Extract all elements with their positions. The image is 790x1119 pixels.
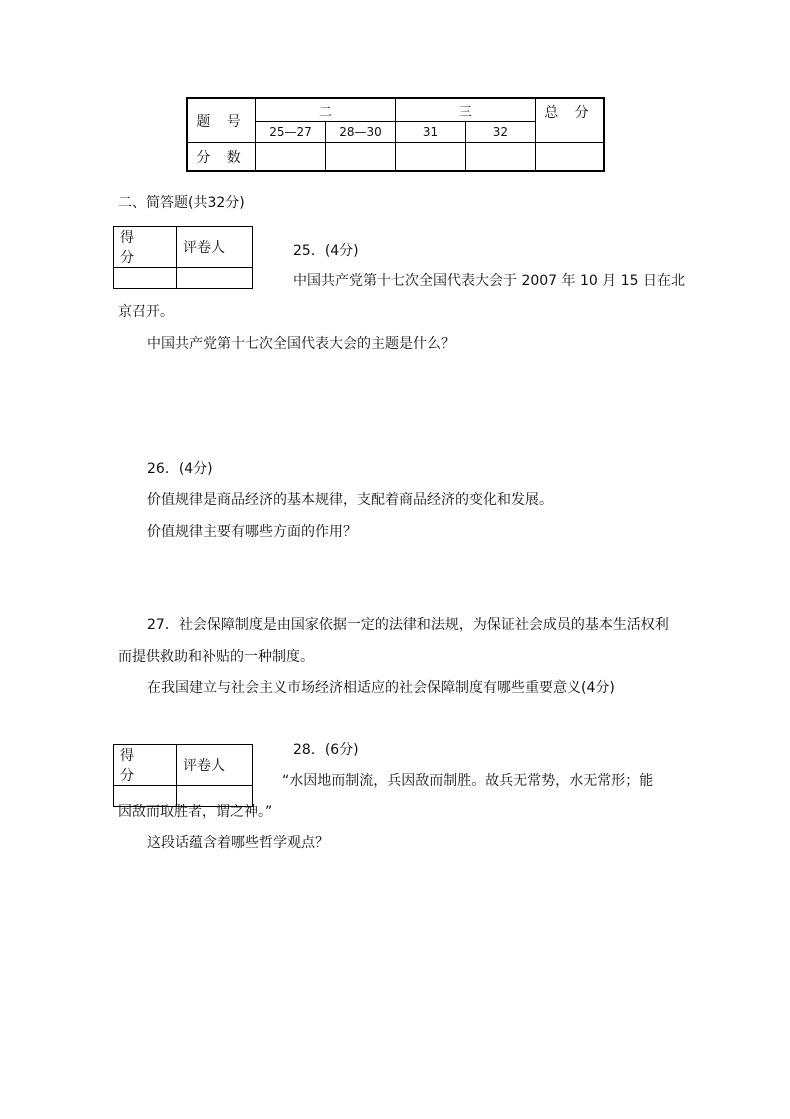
grader-box-2: [113, 744, 253, 807]
section-heading: 二、简答题(共32分): [118, 195, 245, 211]
total-score-header: 总 分: [535, 98, 604, 143]
question-number-label: 题 号: [187, 98, 256, 143]
q26-number: 26．(4分): [147, 461, 213, 477]
grader-name-label: 评卷人: [177, 227, 253, 268]
grader-box-1: [113, 226, 253, 289]
score-cell-total[interactable]: [535, 143, 604, 172]
q26-text-line1: 价值规律是商品经济的基本规律，支配着商品经济的变化和发展。: [147, 492, 553, 508]
grader-score-label: 得 分: [114, 227, 177, 268]
grader-score-cell[interactable]: [114, 268, 177, 289]
score-table: [186, 97, 605, 172]
subcol-31: 31: [395, 122, 465, 143]
q25-text-line2: 京召开。: [118, 304, 174, 320]
grader-name-cell[interactable]: [177, 268, 253, 289]
subcol-25-27: 25—27: [256, 122, 326, 143]
q27-text-line1: 27．社会保障制度是由国家依据一定的法律和法规，为保证社会成员的基本生活权利: [147, 617, 669, 633]
score-cell-25-27[interactable]: [256, 143, 326, 172]
grader-score-label: 得 分: [114, 745, 177, 786]
score-label: 分 数: [187, 143, 256, 172]
q25-number: 25．(4分): [293, 243, 359, 259]
q25-text-line1: 中国共产党第十七次全国代表大会于 2007 年 10 月 15 日在北: [293, 273, 685, 289]
subcol-32: 32: [465, 122, 535, 143]
q28-text-line2: 因敌而取胜者，谓之神。”: [118, 804, 273, 820]
q25-question: 中国共产党第十七次全国代表大会的主题是什么？: [147, 336, 455, 352]
q27-text-line2: 而提供救助和补贴的一种制度。: [118, 649, 314, 665]
section-two-header: 二: [256, 98, 396, 122]
grader-name-label: 评卷人: [177, 745, 253, 786]
score-cell-32[interactable]: [465, 143, 535, 172]
q28-question: 这段话蕴含着哪些哲学观点？: [147, 835, 329, 851]
score-cell-28-30[interactable]: [326, 143, 396, 172]
q26-question: 价值规律主要有哪些方面的作用？: [147, 524, 357, 540]
q27-question: 在我国建立与社会主义市场经济相适应的社会保障制度有哪些重要意义(4分): [147, 680, 615, 696]
q28-text-line1: “水因地而制流，兵因敌而制胜。故兵无常势，水无常形；能: [282, 773, 654, 789]
section-three-header: 三: [395, 98, 535, 122]
q28-number: 28．(6分): [293, 742, 359, 758]
score-cell-31[interactable]: [395, 143, 465, 172]
subcol-28-30: 28—30: [326, 122, 396, 143]
